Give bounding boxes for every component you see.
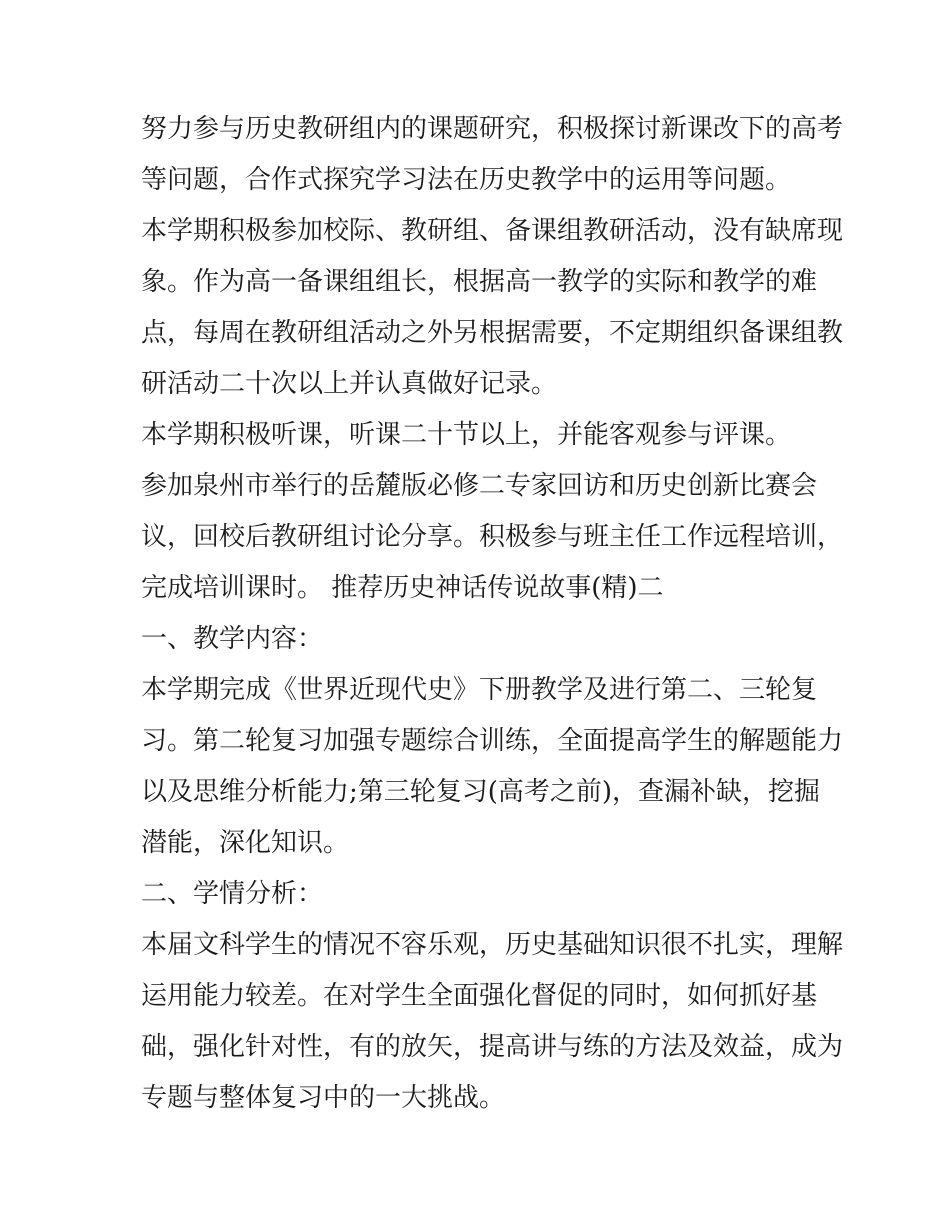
text-line: 点，每周在教研组活动之外另根据需要，不定期组织备课组教 bbox=[141, 318, 844, 348]
text-line: 本届文科学生的情况不容乐观，历史基础知识很不扎实，理解 bbox=[141, 930, 844, 960]
paragraph-research bbox=[141, 104, 844, 206]
text-line: 议，回校后教研组讨论分享。积极参与班主任工作远程培训， bbox=[141, 522, 844, 552]
heading-line: 二、学情分析： bbox=[141, 879, 324, 909]
paragraph-training bbox=[141, 461, 844, 614]
text-line: 完成培训课时。 推荐历史神话传说故事(精)二 bbox=[141, 573, 664, 603]
text-line: 努力参与历史教研组内的课题研究，积极探讨新课改下的高考 bbox=[141, 114, 844, 144]
text-line: 以及思维分析能力;第三轮复习(高考之前)，查漏补缺，挖掘 bbox=[141, 777, 821, 807]
text-line: 习。第二轮复习加强专题综合训练，全面提高学生的解题能力 bbox=[141, 726, 844, 756]
text-line: 本学期积极听课，听课二十节以上，并能客观参与评课。 bbox=[141, 420, 792, 450]
section-heading-teaching-content bbox=[141, 614, 821, 665]
section-heading-student-analysis bbox=[141, 869, 821, 920]
text-line: 参加泉州市举行的岳麓版必修二专家回访和历史创新比赛会 bbox=[141, 471, 818, 501]
text-line: 潜能，深化知识。 bbox=[141, 828, 350, 858]
text-line: 等问题，合作式探究学习法在历史教学中的运用等问题。 bbox=[141, 165, 792, 195]
text-line: 专题与整体复习中的一大挑战。 bbox=[141, 1083, 506, 1113]
text-line: 本学期完成《世界近现代史》下册教学及进行第二、三轮复 bbox=[141, 675, 818, 705]
heading-line: 一、教学内容： bbox=[141, 624, 324, 654]
paragraph-teaching-activities bbox=[141, 206, 844, 410]
document-body bbox=[141, 104, 844, 1124]
text-line: 研活动二十次以上并认真做好记录。 bbox=[141, 369, 558, 399]
paragraph-lesson-observation bbox=[141, 410, 821, 461]
text-line: 象。作为高一备课组组长，根据高一教学的实际和教学的难 bbox=[141, 267, 818, 297]
paragraph-teaching-content bbox=[141, 665, 844, 869]
text-line: 运用能力较差。在对学生全面强化督促的同时，如何抓好基 bbox=[141, 981, 818, 1011]
text-line: 本学期积极参加校际、教研组、备课组教研活动，没有缺席现 bbox=[141, 216, 844, 246]
text-line: 础，强化针对性，有的放矢，提高讲与练的方法及效益，成为 bbox=[141, 1032, 844, 1062]
paragraph-student-analysis bbox=[141, 920, 844, 1124]
